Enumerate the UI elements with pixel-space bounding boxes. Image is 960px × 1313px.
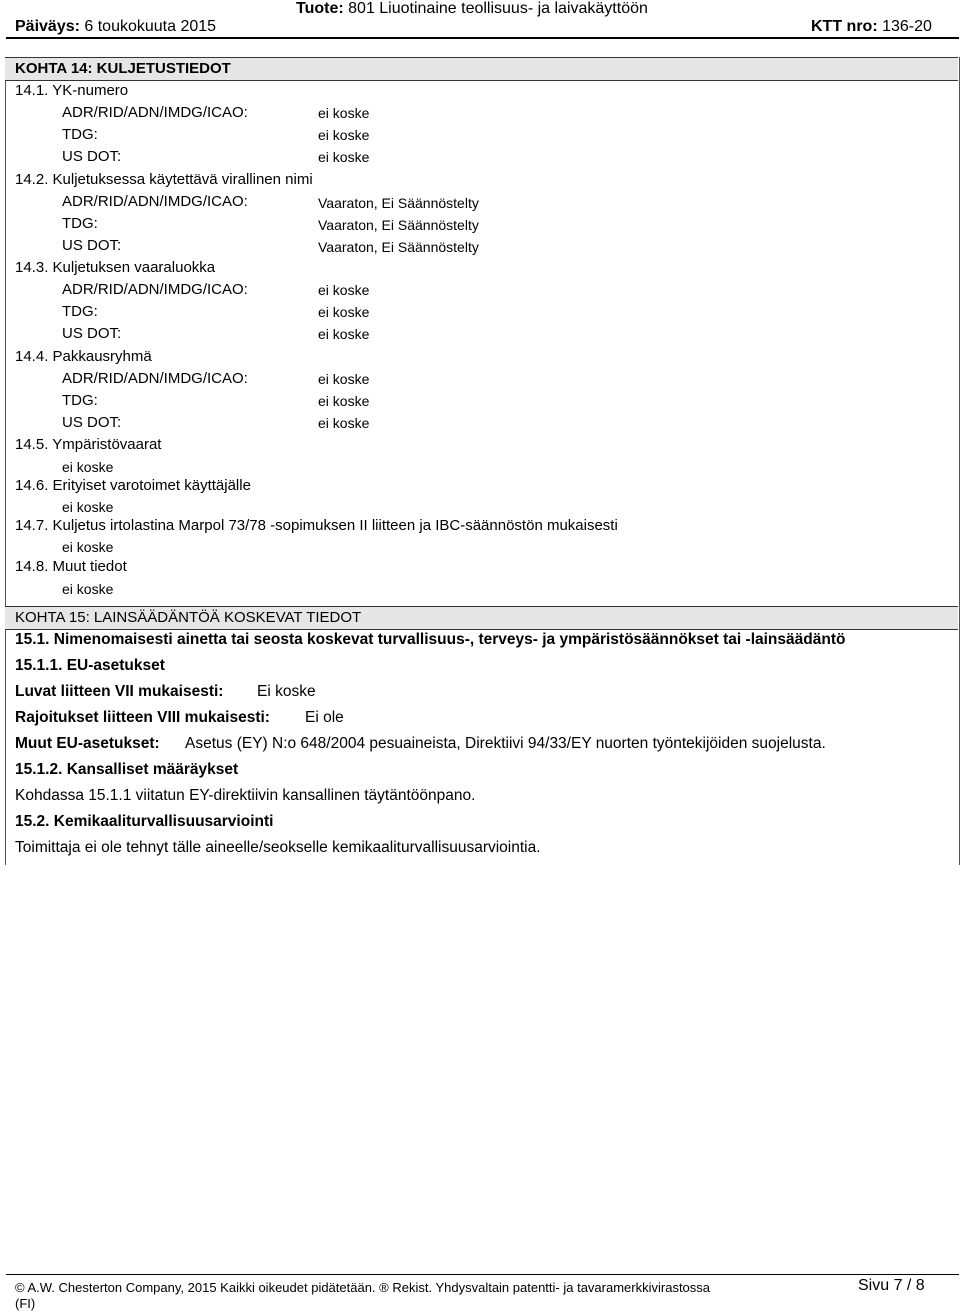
- env-hazards-value: ei koske: [62, 459, 114, 475]
- un-adr-value: ei koske: [318, 105, 370, 121]
- ktt-value: 136-20: [882, 18, 932, 35]
- bulk-value: ei koske: [62, 539, 114, 555]
- name-tdg-value: Vaaraton, Ei Säännöstelty: [318, 217, 479, 233]
- class-tdg-label: TDG:: [62, 303, 98, 320]
- pack-tdg-label: TDG:: [62, 392, 98, 409]
- other-eu-value: Asetus (EY) N:o 648/2004 pesuaineista, Direktiivi 94/33/EY nuorten työntekijöiden suojelusta.: [185, 735, 826, 752]
- class-dot-label: US DOT:: [62, 325, 122, 342]
- ktt-number: [811, 18, 932, 36]
- name-adr-label: ADR/RID/ADN/IMDG/ICAO:: [62, 193, 248, 210]
- name-tdg-label: TDG:: [62, 215, 98, 232]
- national-text: Kohdassa 15.1.1 viitatun EY-direktiivin kansallinen täytäntöönpano.: [15, 787, 476, 804]
- page-header: [0, 0, 960, 40]
- heading-14-4: 14.4. Pakkausryhmä: [15, 348, 152, 365]
- date-value: 6 toukokuuta 2015: [84, 18, 217, 35]
- product-label: Tuote:: [296, 0, 344, 17]
- precautions-value: ei koske: [62, 499, 114, 515]
- name-dot-label: US DOT:: [62, 237, 122, 254]
- other-eu-label: Muut EU-asetukset:: [15, 735, 160, 752]
- product: [296, 0, 648, 18]
- heading-14-7: 14.7. Kuljetus irtolastina Marpol 73/78 -sopimuksen II liitteen ja IBC-säännöstön mukaisesti: [15, 517, 618, 534]
- footer-divider: [6, 1274, 959, 1275]
- class-adr-value: ei koske: [318, 282, 370, 298]
- annex7-value: Ei koske: [257, 683, 316, 700]
- header-divider: [6, 37, 959, 39]
- product-value: 801 Liuotinaine teollisuus- ja laivakäyttöön: [348, 0, 648, 17]
- annex7-label: Luvat liitteen VII mukaisesti:: [15, 683, 224, 700]
- heading-14-5: 14.5. Ympäristövaarat: [15, 436, 162, 453]
- annex8-label: Rajoitukset liitteen VIII mukaisesti:: [15, 709, 270, 726]
- section-14-title: KOHTA 14: KULJETUSTIEDOT: [15, 60, 231, 77]
- pack-dot-value: ei koske: [318, 415, 370, 431]
- heading-14-6: 14.6. Erityiset varotoimet käyttäjälle: [15, 477, 251, 494]
- csa-text: Toimittaja ei ole tehnyt tälle aineelle/seokselle kemikaaliturvallisuusarviointia.: [15, 839, 541, 856]
- heading-15-1-1: 15.1.1. EU-asetukset: [15, 657, 165, 674]
- un-adr-label: ADR/RID/ADN/IMDG/ICAO:: [62, 104, 248, 121]
- heading-15-2: 15.2. Kemikaaliturvallisuusarviointi: [15, 813, 274, 830]
- pack-dot-label: US DOT:: [62, 414, 122, 431]
- annex8-value: Ei ole: [305, 709, 344, 726]
- footer-copyright: © A.W. Chesterton Company, 2015 Kaikki oikeudet pidätetään. ® Rekist. Yhdysvaltain patentti- ja tavaramerkkivirastossa: [15, 1280, 711, 1295]
- pack-adr-label: ADR/RID/ADN/IMDG/ICAO:: [62, 370, 248, 387]
- un-dot-value: ei koske: [318, 149, 370, 165]
- un-tdg-label: TDG:: [62, 126, 98, 143]
- date: [15, 18, 216, 36]
- name-adr-value: Vaaraton, Ei Säännöstelty: [318, 195, 479, 211]
- heading-14-8: 14.8. Muut tiedot: [15, 558, 127, 575]
- heading-14-3: 14.3. Kuljetuksen vaaraluokka: [15, 259, 216, 276]
- section-15-title: KOHTA 15: LAINSÄÄDÄNTÖÄ KOSKEVAT TIEDOT: [15, 609, 362, 626]
- footer-lang: (FI): [15, 1296, 36, 1311]
- other-value: ei koske: [62, 581, 114, 597]
- page-number: Sivu 7 / 8: [858, 1277, 925, 1294]
- pack-adr-value: ei koske: [318, 371, 370, 387]
- name-dot-value: Vaaraton, Ei Säännöstelty: [318, 239, 479, 255]
- heading-14-1: 14.1. YK-numero: [15, 82, 129, 99]
- heading-15-1-2: 15.1.2. Kansalliset määräykset: [15, 761, 239, 778]
- heading-14-2: 14.2. Kuljetuksessa käytettävä virallinen nimi: [15, 171, 313, 188]
- heading-15-1: 15.1. Nimenomaisesti ainetta tai seosta koskevat turvallisuus-, terveys- ja ympäristösäännökset tai -lainsäädäntö: [15, 631, 846, 648]
- pack-tdg-value: ei koske: [318, 393, 370, 409]
- un-tdg-value: ei koske: [318, 127, 370, 143]
- class-dot-value: ei koske: [318, 326, 370, 342]
- ktt-label: KTT nro:: [811, 18, 878, 35]
- class-tdg-value: ei koske: [318, 304, 370, 320]
- class-adr-label: ADR/RID/ADN/IMDG/ICAO:: [62, 281, 248, 298]
- date-label: Päiväys:: [15, 18, 80, 35]
- un-dot-label: US DOT:: [62, 148, 122, 165]
